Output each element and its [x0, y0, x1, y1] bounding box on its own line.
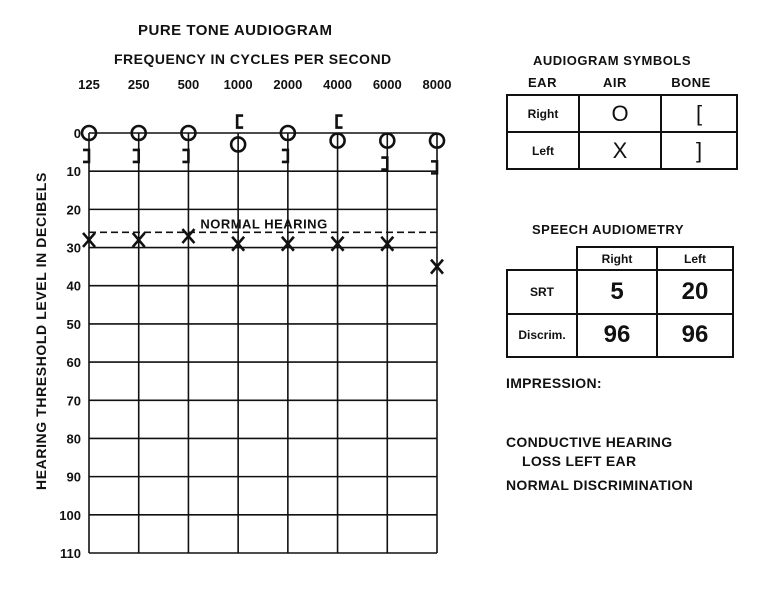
discrim-left-value: 96 [657, 314, 733, 357]
table-row [507, 314, 733, 357]
bone-marker-open-right [133, 150, 139, 162]
air-symbol-left: X [579, 132, 661, 169]
x-tick-label: 1000 [223, 77, 253, 92]
y-tick-label: 0 [73, 126, 81, 141]
symbols-ear-left: Left [507, 132, 579, 169]
bone-marker-open-right [182, 150, 188, 162]
bone-marker-open-left [337, 116, 343, 128]
y-tick-label: 90 [66, 469, 81, 485]
speech-col-left: Left [657, 247, 733, 270]
x-tick-label: 2000 [273, 77, 303, 92]
air-symbol-right: O [579, 95, 661, 132]
impression-line-3: NORMAL DISCRIMINATION [506, 477, 693, 493]
speech-col-right: Right [577, 247, 657, 270]
table-row [507, 95, 737, 132]
bone-marker-open-right [282, 150, 288, 162]
x-tick-label: 125 [78, 77, 100, 92]
bone-symbol-right: [ [661, 95, 737, 132]
table-row [507, 270, 733, 313]
symbols-col-air: AIR [603, 75, 627, 90]
speech-title: SPEECH AUDIOMETRY [532, 222, 684, 237]
normal-hearing-label: NORMAL HEARING [200, 216, 328, 232]
y-tick-label: 40 [66, 278, 81, 294]
x-axis-label: FREQUENCY IN CYCLES PER SECOND [114, 51, 392, 67]
symbols-table [506, 94, 738, 170]
chart-title: PURE TONE AUDIOGRAM [138, 22, 333, 39]
y-tick-label: 50 [66, 316, 81, 332]
y-tick-label: 60 [66, 355, 81, 371]
y-tick-label: 80 [66, 431, 81, 447]
discrim-right-value: 96 [577, 314, 657, 357]
impression-line-1: CONDUCTIVE HEARING [506, 434, 673, 450]
y-tick-label: 30 [66, 240, 81, 256]
symbols-col-ear: EAR [528, 75, 557, 90]
speech-row-label-srt: SRT [507, 270, 577, 313]
x-tick-label: 6000 [372, 77, 402, 92]
bone-marker-open-right [381, 158, 387, 170]
speech-row-label-discrim: Discrim. [507, 314, 577, 357]
bone-marker-open-right [83, 150, 89, 162]
srt-right-value: 5 [577, 270, 657, 313]
table-row [507, 247, 733, 270]
y-tick-label: 10 [66, 164, 81, 180]
symbols-col-bone: BONE [671, 75, 711, 90]
y-axis-label: HEARING THRESHOLD LEVEL IN DECIBELS [33, 172, 49, 490]
y-tick-label: 70 [66, 393, 81, 409]
x-tick-label: 8000 [422, 77, 452, 92]
y-tick-label: 20 [66, 202, 81, 218]
impression-label: IMPRESSION: [506, 375, 602, 391]
x-tick-label: 250 [127, 77, 150, 92]
x-tick-label: 4000 [323, 77, 353, 92]
bone-symbol-left: ] [661, 132, 737, 169]
speech-table [506, 246, 734, 358]
bone-marker-open-left [237, 116, 243, 128]
impression-line-2: LOSS LEFT EAR [522, 453, 637, 469]
y-tick-label: 110 [60, 546, 81, 561]
srt-left-value: 20 [657, 270, 733, 313]
speech-corner [507, 247, 577, 270]
table-row [507, 132, 737, 169]
symbols-ear-right: Right [507, 95, 579, 132]
symbols-title: AUDIOGRAM SYMBOLS [533, 53, 691, 68]
x-tick-label: 500 [177, 77, 200, 92]
y-tick-label: 100 [59, 507, 81, 523]
